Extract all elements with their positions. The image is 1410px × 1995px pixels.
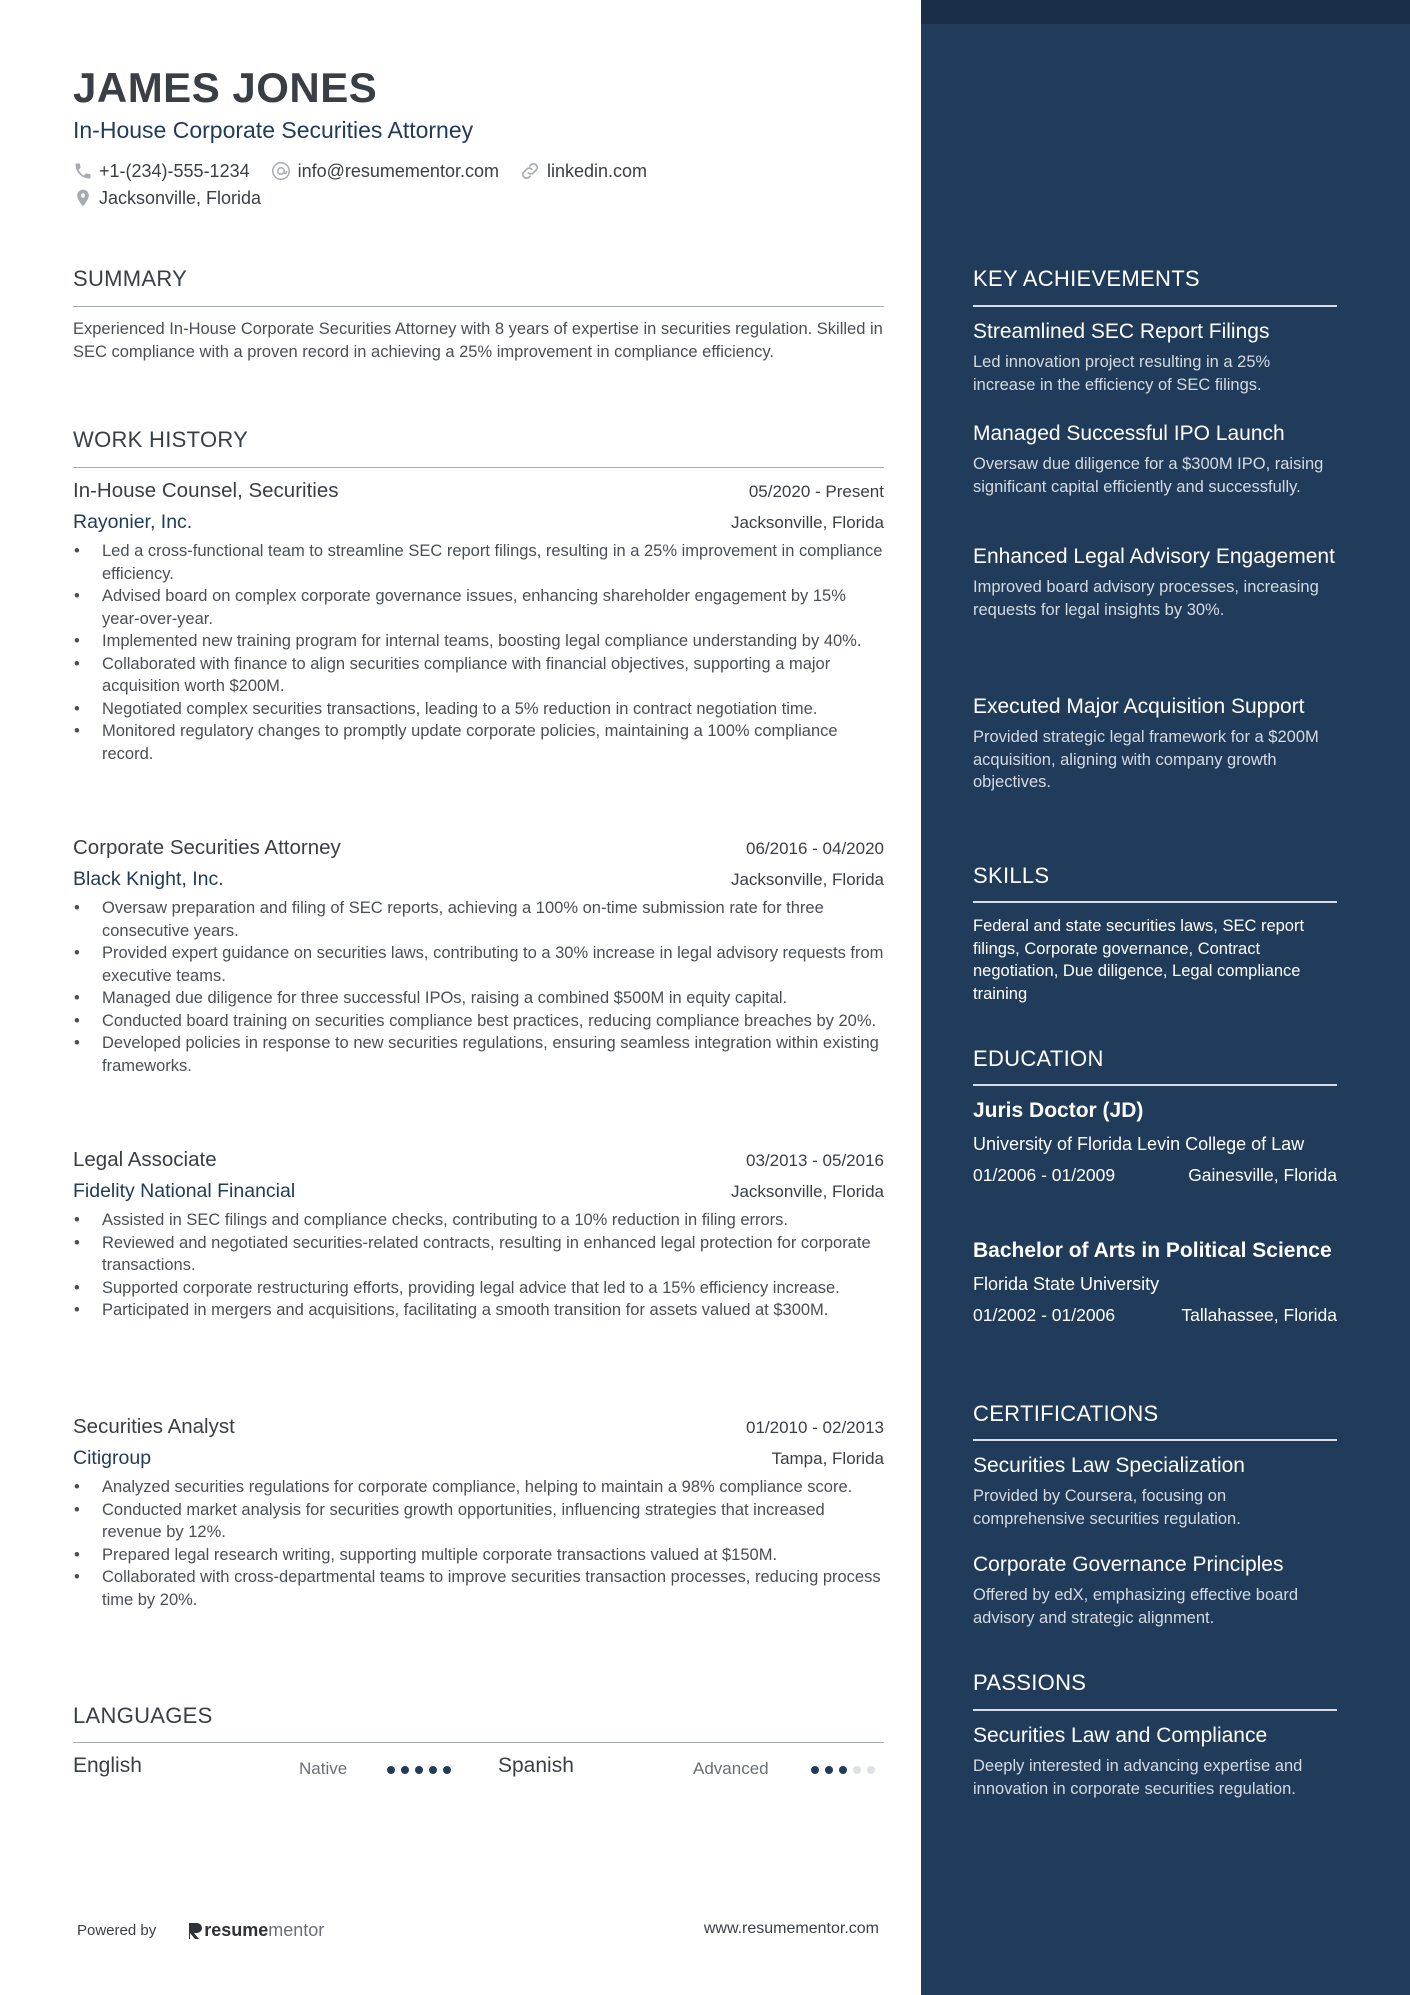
rating-dot-filled xyxy=(415,1766,423,1774)
sidebar-top-bar xyxy=(921,0,1410,24)
work-history-divider xyxy=(73,467,884,468)
bullet-item: • Collaborated with finance to align securities compliance with financial objectives, supporting a major acquisition worth $200M. xyxy=(73,653,884,698)
achievement-title: Enhanced Legal Advisory Engagement xyxy=(973,545,1335,568)
achievements-heading: KEY ACHIEVEMENTS xyxy=(973,266,1200,291)
bullet-item: • Collaborated with cross-departmental teams to improve securities transaction processes, reducing process time by 20%. xyxy=(73,1566,884,1611)
job-bullets xyxy=(73,1476,884,1611)
passions-heading: PASSIONS xyxy=(973,1670,1087,1695)
education-school: Florida State University xyxy=(973,1274,1160,1294)
work-history-heading: WORK HISTORY xyxy=(73,427,249,452)
bullet-item: • Provided expert guidance on securities laws, contributing to a 30% increase in legal advisory requests from executive teams. xyxy=(73,942,884,987)
resumementor-logo-icon xyxy=(186,1921,204,1941)
bullet-item: • Analyzed securities regulations for corporate compliance, helping to maintain a 98% compliance score. xyxy=(73,1476,884,1499)
rating-dot-empty xyxy=(867,1766,875,1774)
achievement-item xyxy=(973,318,1337,396)
achievement-text: Oversaw due diligence for a $300M IPO, raising significant capital efficiently and successfully. xyxy=(973,455,1324,496)
bullet-item: • Managed due diligence for three successful IPOs, raising a combined $500M in equity capital. xyxy=(73,987,884,1010)
contact-row xyxy=(73,160,667,182)
job-company: Fidelity National Financial xyxy=(73,1180,296,1202)
summary-text: Experienced In-House Corporate Securities Attorney with 8 years of expertise in securities regulation. Skilled in SEC compliance with a proven record in achieving a 25% improvement in compliance efficiency. xyxy=(73,320,883,361)
job-location: Tampa, Florida xyxy=(771,1449,884,1468)
achievements-divider xyxy=(973,305,1337,307)
education-heading: EDUCATION xyxy=(973,1046,1104,1071)
achievement-title: Executed Major Acquisition Support xyxy=(973,695,1305,718)
language-rating xyxy=(387,1766,457,1774)
candidate-title: In-House Corporate Securities Attorney xyxy=(73,117,474,143)
passion-text: Deeply interested in advancing expertise and innovation in corporate securities regulation. xyxy=(973,1757,1303,1798)
link-icon xyxy=(519,160,541,182)
phone-icon xyxy=(73,161,93,181)
certifications-heading: CERTIFICATIONS xyxy=(973,1401,1159,1426)
job-title: Legal Associate xyxy=(73,1148,217,1171)
language-name: English xyxy=(73,1754,142,1777)
contact-linkedin[interactable] xyxy=(519,160,647,182)
education-degree: Bachelor of Arts in Political Science xyxy=(973,1239,1332,1262)
job-bullets xyxy=(73,1209,884,1322)
job-title: Securities Analyst xyxy=(73,1415,235,1438)
summary-heading: SUMMARY xyxy=(73,266,188,291)
footer-powered-by xyxy=(77,1920,324,1941)
education-location: Tallahassee, Florida xyxy=(1181,1305,1337,1325)
contact-location xyxy=(73,187,281,209)
bullet-item: • Led a cross-functional team to streamline SEC report filings, resulting in a 25% improvement in compliance efficiency. xyxy=(73,540,884,585)
languages-row xyxy=(73,1754,884,1784)
job-company: Black Knight, Inc. xyxy=(73,868,224,890)
rating-dot-filled xyxy=(811,1766,819,1774)
education-degree: Juris Doctor (JD) xyxy=(973,1099,1144,1122)
brand-logo[interactable] xyxy=(186,1920,324,1941)
rating-dot-filled xyxy=(429,1766,437,1774)
powered-by-text: Powered by xyxy=(77,1922,157,1939)
certification-text: Offered by edX, emphasizing effective board advisory and strategic alignment. xyxy=(973,1586,1299,1627)
language-name: Spanish xyxy=(498,1754,574,1777)
rating-dot-filled xyxy=(387,1766,395,1774)
job-location: Jacksonville, Florida xyxy=(730,513,884,532)
achievement-item xyxy=(973,693,1337,794)
language-level: Advanced xyxy=(693,1759,769,1778)
at-sign-icon xyxy=(270,160,292,182)
bullet-item: • Oversaw preparation and filing of SEC reports, achieving a 100% on-time submission rate for three consecutive years. xyxy=(73,897,884,942)
education-school: University of Florida Levin College of Law xyxy=(973,1134,1305,1154)
language-rating xyxy=(811,1766,881,1774)
skills-text: Federal and state securities laws, SEC report filings, Corporate governance, Contract negotiation, Due diligence, Legal compliance training xyxy=(973,917,1305,1003)
achievement-title: Managed Successful IPO Launch xyxy=(973,422,1285,445)
linkedin-text[interactable]: linkedin.com xyxy=(546,160,648,181)
bullet-item: • Reviewed and negotiated securities-related contracts, resulting in enhanced legal protection for corporate transactions. xyxy=(73,1232,884,1277)
achievement-text: Provided strategic legal framework for a $200M acquisition, aligning with company growth objectives. xyxy=(973,728,1319,791)
languages-heading: LANGUAGES xyxy=(73,1703,213,1728)
bullet-item: • Assisted in SEC filings and compliance checks, contributing to a 10% reduction in filing errors. xyxy=(73,1209,884,1232)
job-dates: 03/2013 - 05/2016 xyxy=(745,1151,884,1170)
achievement-item xyxy=(973,543,1337,621)
bullet-item: • Developed policies in response to new securities regulations, ensuring seamless integration within existing frameworks. xyxy=(73,1032,884,1077)
email-text[interactable]: info@resumementor.com xyxy=(297,160,499,181)
brand-bold: resume xyxy=(204,1920,269,1940)
footer-website[interactable]: www.resumementor.com xyxy=(703,1920,879,1937)
job-location: Jacksonville, Florida xyxy=(730,870,884,889)
job-company: Citigroup xyxy=(73,1447,152,1469)
job-dates: 05/2020 - Present xyxy=(748,482,884,501)
job-dates: 01/2010 - 02/2013 xyxy=(745,1418,884,1437)
passion-title: Securities Law and Compliance xyxy=(973,1724,1268,1747)
certification-text: Provided by Coursera, focusing on comprehensive securities regulation. xyxy=(973,1487,1241,1528)
languages-divider xyxy=(73,1742,884,1743)
rating-dot-filled xyxy=(443,1766,451,1774)
achievement-text: Led innovation project resulting in a 25% increase in the efficiency of SEC filings. xyxy=(973,353,1271,394)
location-pin-icon xyxy=(73,187,93,209)
rating-dot-filled xyxy=(839,1766,847,1774)
bullet-item: • Implemented new training program for internal teams, boosting legal compliance understanding by 40%. xyxy=(73,630,884,653)
achievement-item xyxy=(973,420,1337,498)
summary-divider xyxy=(73,306,884,307)
education-divider xyxy=(973,1084,1337,1086)
certification-item xyxy=(973,1551,1337,1629)
achievement-text: Improved board advisory processes, increasing requests for legal insights by 30%. xyxy=(973,578,1319,619)
job-location: Jacksonville, Florida xyxy=(730,1182,884,1201)
skills-heading: SKILLS xyxy=(973,863,1050,888)
rating-dot-filled xyxy=(401,1766,409,1774)
achievement-title: Streamlined SEC Report Filings xyxy=(973,320,1270,343)
education-item xyxy=(973,1097,1337,1187)
education-item xyxy=(973,1237,1337,1327)
job-entry xyxy=(73,479,884,765)
bullet-item: • Advised board on complex corporate governance issues, enhancing shareholder engagement by 15% year-over-year. xyxy=(73,585,884,630)
rating-dot-filled xyxy=(825,1766,833,1774)
bullet-item: • Conducted board training on securities compliance best practices, reducing compliance breaches by 20%. xyxy=(73,1010,884,1033)
job-bullets xyxy=(73,540,884,765)
rating-dot-empty xyxy=(853,1766,861,1774)
passion-item xyxy=(973,1722,1337,1800)
bullet-item: • Participated in mergers and acquisitions, facilitating a smooth transition for assets valued at $300M. xyxy=(73,1299,884,1322)
job-company: Rayonier, Inc. xyxy=(73,511,193,533)
education-dates: 01/2006 - 01/2009 xyxy=(973,1165,1116,1185)
job-entry xyxy=(73,1415,884,1611)
job-title: Corporate Securities Attorney xyxy=(73,836,341,859)
phone-text: +1-(234)-555-1234 xyxy=(99,160,250,181)
contact-phone xyxy=(73,161,250,182)
sidebar xyxy=(921,0,1410,1995)
passions-divider xyxy=(973,1709,1337,1711)
education-location: Gainesville, Florida xyxy=(1188,1165,1337,1185)
bullet-item: • Conducted market analysis for securities growth opportunities, influencing strategies that increased revenue by 12%. xyxy=(73,1499,884,1544)
candidate-name: JAMES JONES xyxy=(73,64,378,111)
job-entry xyxy=(73,836,884,1077)
job-entry xyxy=(73,1148,884,1322)
job-bullets xyxy=(73,897,884,1077)
contact-email[interactable] xyxy=(270,160,499,182)
job-dates: 06/2016 - 04/2020 xyxy=(745,839,884,858)
bullet-item: • Supported corporate restructuring efforts, providing legal advice that led to a 15% efficiency increase. xyxy=(73,1277,884,1300)
bullet-item: • Monitored regulatory changes to promptly update corporate policies, maintaining a 100% compliance record. xyxy=(73,720,884,765)
bullet-item: • Negotiated complex securities transactions, leading to a 5% reduction in contract negotiation time. xyxy=(73,698,884,721)
job-title: In-House Counsel, Securities xyxy=(73,479,339,502)
location-text: Jacksonville, Florida xyxy=(99,187,262,208)
certification-item xyxy=(973,1452,1337,1530)
brand-light: mentor xyxy=(268,1920,325,1940)
certifications-divider xyxy=(973,1439,1337,1441)
skills-divider xyxy=(973,901,1337,903)
certification-title: Corporate Governance Principles xyxy=(973,1553,1284,1576)
language-level: Native xyxy=(299,1759,348,1778)
bullet-item: • Prepared legal research writing, supporting multiple corporate transactions valued at $150M. xyxy=(73,1544,884,1567)
certification-title: Securities Law Specialization xyxy=(973,1454,1245,1477)
education-dates: 01/2002 - 01/2006 xyxy=(973,1305,1116,1325)
